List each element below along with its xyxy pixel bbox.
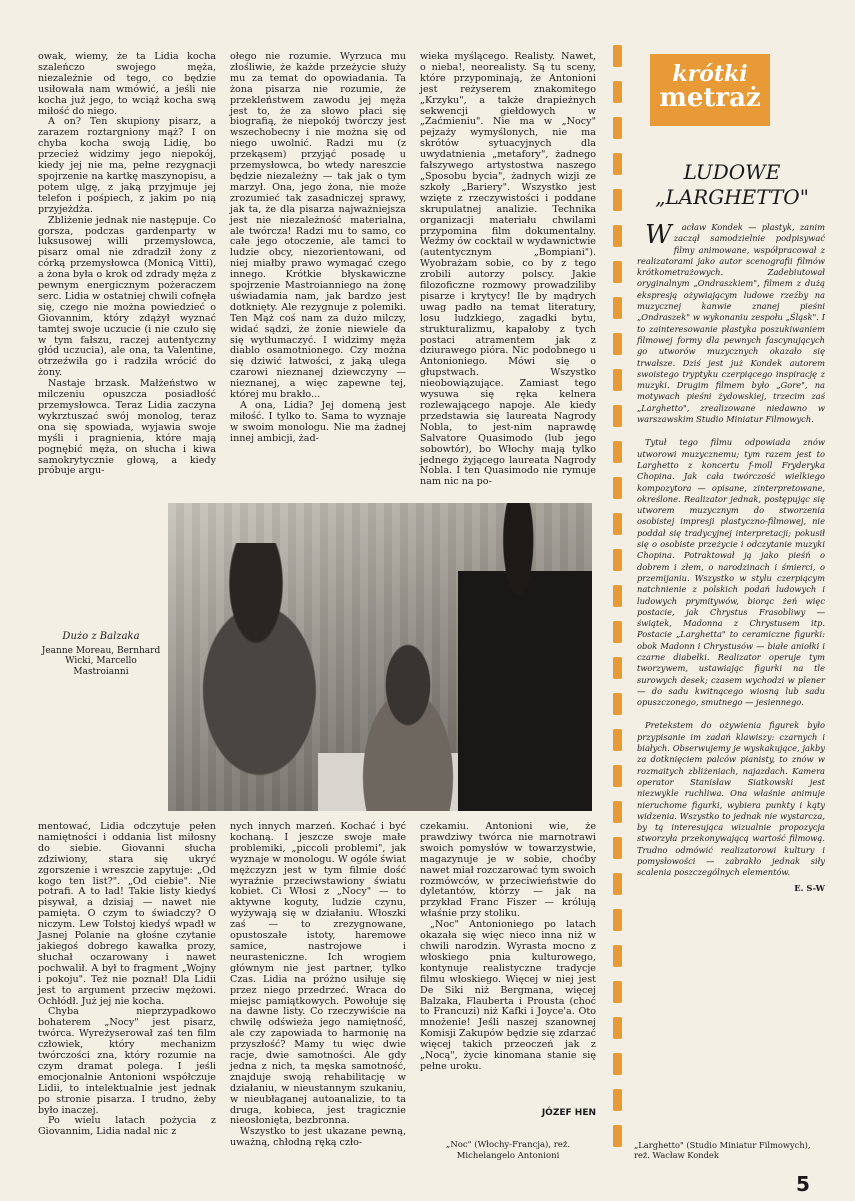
paragraph: Nastaje brzask. Małżeństwo w milczeniu opuszcza posiadłość przemysłowca. Teraz Lidia zaczyna wykrztuszać swój monolog, teraz ona się spowiada, wyjawia swoje myśli i pragnienia, które mają pognębić męża, on słucha i kiwa samokrytycznie głową, a kiedy próbuje argu- — [38, 378, 216, 477]
section-logo — [650, 54, 770, 126]
sidebar-initials: E. S-W — [794, 882, 825, 893]
column-1-bottom — [38, 822, 216, 1138]
paragraph: czekamiu. Antonioni wie, że prawdziwy twórca nie marnotrawi swoich pomysłów w towarzystwie, magazynuje je w sobie, choćby nawet miał rozczarować tym swoich rozmówców, w przeciwieństwie do dyletantów, którzy — jak na przykład Franc Fiszer — królują właśnie przy stoliku. — [420, 821, 596, 920]
paragraph: owak, wiemy, że ta Lidia kocha szaleńczo swojego męża, niezależnie od tego, co będzie usiłowała nam wmówić, a jeśli nie kocha już jego, to wciąż kocha swą miłość do niego. — [38, 51, 216, 117]
logo-line2: metraż — [659, 83, 761, 113]
paragraph: Tytuł tego filmu odpowiada znów utworowi muzycznemu; tym razem jest to Larghetto z koncertu f-moll Fryderyka Chopina. Jak cała twórczość wielkiego kompozytora — opisane, zinterpretowane, określone. Realizator jednak, postępując się utworem muzycznym do stworzenia osobistej impresji plastyczno-filmowej, nie poddał się tradycyjnej interpretacji; pokusił się o osobiste przeżycie i odczytanie muzyki Chopina. Potraktował ją jako pieśń o dobrem i złem, o narodzinach i śmierci, o przemijaniu. Wszystko w stylu czerpiącym natchnienie z polskich podań ludowych i ludowych prymitywów, biorąc żeń więc postacie, jak Chrystus Frasobliwy — świątek, Madonna z Chrystusem itp. Postacie „Larghetta" to ceramiczne figurki: obok Madonn i Chrystusów — białe aniołki i czarne diabełki. Realizator operuje tym tworzywem, ustawiając figurki na tle surowych desek; czasem wychodzi w plener — do sadu kwitnącego wiosną lub sadu opuszczonego, smutnego — jesiennego. — [637, 437, 825, 708]
paragraph: Chyba nieprzypadkowo bohaterem „Nocy" jest pisarz, twórca. Wyreżyserował zaś ten film człowiek, który mechanizm twórczości zna, który rozumie na czym dramat polega. I jeśli emocjonalnie Antonioni współczuje Lidii, to intelektualnie jest jednak po stronie pisarza. I trudno, żeby było inaczej. — [38, 1006, 216, 1116]
sidebar-column — [637, 222, 825, 894]
logo-line1: krótki — [672, 61, 748, 87]
paragraph: wieka myślącego. Realisty. Nawet, o nieba!, neorealisty. Są tu sceny, które przypominają, że Antonioni jest reżyserem znakomitego „Krzyku", a także drapieżnych sekwencji giełdowych w „Zaćmieniu". Nie ma w „Nocy" pejzaży wymyślonych, nie ma skrótów sytuacyjnych dla uwydatnienia „metafory", żadnego fałszywego artystostwa naszego „Sposobu bycia", żadnych wizji ze szkoły „Bariery". Wszystko jest wzięte z rzeczywistości i poddane skrupulatnej analizie. Technika organizacji materiału chwilami przypomina film dokumentalny. Weźmy ów cocktail w wydawnictwie (autentycznym „Bompiani"). Wyobrażam sobie, co by z tego zrobili autorzy polscy. Jakie filozoficzne rozmowy prowadziliby pisarze i krytycy! Ile by mądrych uwag padło na temat literatury, losu ludzkiego, zagadki bytu, strukturalizmu, kapałoby z tych postaci atramentem jak z dziurawego pióra. Nic podobnego u Antonioniego. Mówi się o głupstwach. Wszystko nieobowiązujące. Zamiast tego wysuwa się ręka kelnera rozlewającego napoje. Ale kiedy przedstawia się laureata Nagrody Nobla, to jest-nim naprawdę Salvatore Quasimodo (lub jego sobowtór), bo Włochy mają tylko jednego żyjącego laureata Nagrody Nobla. I ten Quasimodo nie rymuje nam nic na po- — [420, 51, 596, 488]
man-standing-figure — [458, 503, 592, 811]
paragraph: „Noc" Antonioniego po latach okazała się więc nieco inna niż w chwili narodzin. Wyrasta mocno z włoskiego pnia kulturowego, kontynuje realistyczne tradycje filmu włoskiego. Więcej w niej jest De Siki niż Bergmana, więcej Balzaka, Flauberta i Prousta (choć to Francuzi) niż Kafki i Joyce'a. Oto mnożenie! Jeśli naszej szanownej Komisji Zakupów będzie się zdarzać więcej takich przeoczeń jak z „Nocą", życie kinomana stanie się pełne uroku. — [420, 919, 596, 1072]
sidebar-credit: „Larghetto" (Studio Miniatur Filmowych), reż. Wacław Kondek — [634, 1140, 811, 1160]
column-3-bottom — [420, 822, 596, 1073]
column-2-top — [230, 52, 406, 445]
orange-separator — [612, 45, 624, 1165]
heading-line2: „LARGHETTO" — [655, 185, 809, 209]
film-credit: „Noc" (Włochy-Francja), reż. Michelangelo Antonioni — [445, 1140, 571, 1161]
paragraph: Zbliżenie jednak nie następuje. Co gorsza, podczas gardenparty w luksusowej willi przemysłowca, pisarz omal nie zdradził żony z córką przemysłowca (Monicą Vitti), a żona była o krok od zdrady męża z pewnym energicznym pożeraczem serc. Lidia w ostatniej chwili cofnęła się, czego nie można powiedzieć o Giovannim, który zdążył wyznać tamtej swoje uczucie (i nie czuło się w tym fałszu, raczej autentyczny głód uczucia), ale ona, ta Valentine, otrzeźwiła go i radziła wrócić do żony. — [38, 214, 216, 379]
paragraph: nych innych marzeń. Kochać i być kochaną. I jeszcze swoje małe problemiki, „piccoli problemi", jak wyznaje w monologu. W ogóle świat mężczyzn jest w tym filmie dość wyraźnie przeciwstawiony światu kobiet. Ci Włosi z „Nocy" — to aktywne koguty, ludzie czynu, wyżywają się w działaniu. Włoszki zaś — to zrezygnowane, opustoszałe istoty, haremowe samice, nastrojowe i neurasteniczne. Ich wrogiem głównym nie jest partner, tylko Czas. Lidia na próżno usiłuje się przez niego przedrzeć. Wraca do miejsc pamiątkowych. Powołuje się na dawne listy. Co rzeczywiście na chwilę odświeża jego namiętność, ale czy zapowiada to harmonię na przyszłość? Mamy tu więc dwie racje, dwie samotności. Ale gdy jedna z nich, ta męska samotność, znajduje swoją rehabilitację w działaniu, w nieustannym szukaniu, w nieubłaganej autoanalizie, to ta druga, kobieca, jest tragicznie nieosłonięta, bezbronna. — [230, 821, 406, 1127]
caption-title: Dużo z Balzaka — [62, 631, 140, 642]
heading-line1: LUDOWE — [683, 160, 781, 184]
paragraph: A on? Ten skupiony pisarz, a zarazem roztargniony mąż? I on chyba kocha swoją Lidię, bo przecież widzimy jego niepokój, kiedy jej nie ma, pełne rezygnacji spojrzenie na kartkę maszynopisu, a potem ulgę, z jaką przyjmuje jej telefon i pośpiech, z jakim po nią przyjeżdża. — [38, 116, 216, 215]
sidebar-heading — [632, 160, 832, 210]
paragraph: ołego nie rozumie. Wyrzuca mu złośliwie, że każde przeżycie służy mu za temat do opowiadania. Ta żona pisarza nie rozumie, że przekleństwem zawodu jej męża jest to, że za słowo płaci się biografią, że niepokój twórczy jest wszechobecny i nie można się od niego uwolnić. Radzi mu (z przekąsem) przyjąć posadę u przemysłowca, bo wtedy nareszcie będzie niezależny — tak jak o tym marzył. Ona, jego żona, nie może zrozumieć tak zasadniczej sprawy, jak ta, że dla pisarza najważniejsza jest nie niezależność materialna, ale twórcza! Radzi mu to samo, co całe jego otoczenie, ale tamci to ludzie obcy, niezorientowani, od niej miałby prawo wymagać czego innego. Krótkie błyskawiczne spojrzenie Mastroianniego na żonę uświadamia nam, jak bardzo jest dotknięty. Ale rezygnuje z polemiki. Ten Mąż coś nam za dużo milczy, widać sądzi, że żonie niewiele da się wytłumaczyć. I widzimy męża diablo osamotnionego. Czy można się dziwić łatwości, z jaką ulega czarowi nieznanej dziewczyny — nieznanej, a więc zapewne tej, której mu brakło... — [230, 51, 406, 401]
author-signature: JÓZEF HEN — [541, 1108, 596, 1118]
man-in-bed-figure — [338, 643, 478, 811]
photo-caption — [40, 632, 162, 677]
paragraph — [637, 222, 825, 425]
paragraph: Po wielu latach pożycia z Giovannim, Lidia nadal nic z — [38, 1115, 216, 1138]
column-3-top — [420, 52, 596, 488]
caption-names: Jeanne Moreau, Bernhard Wicki, Marcello Mastroianni — [41, 645, 161, 677]
column-1-top — [38, 52, 216, 477]
column-2-bottom — [230, 822, 406, 1149]
film-still-photo — [168, 503, 592, 811]
paragraph: Wszystko to jest ukazane pewną, uważną, chłodną ręką czło- — [230, 1126, 406, 1149]
dropcap: W — [645, 220, 672, 250]
paragraph: Pretekstem do ożywienia figurek było przypisanie im zadań klawiszy: czarnych i białych. Obserwujemy je wyskakujące, jakby za dotknięciem palców pianisty, to znów w rozmaitych zbliżeniach, najazdach. Kamera operator Stanisław Siatkowski jest niezwykle ruchliwa. Ona właśnie animuje nieruchome figurki, wybiera punkty i kąty widzenia. Wszystko to jednak nie wystarcza, by tą interesująca wizualnie propozycja stworzyła przekonywającą wartość filmową. Trudno odmówić realizatorowi kultury i pomysłowości — zabrakło jednak siły scalenia poszczególnych elementów. — [637, 720, 825, 878]
page-number: 5 — [796, 1172, 810, 1196]
paragraph: mentować, Lidia odczytuje pełen namiętności i oddania list miłosny do siebie. Giovanni słucha zdziwiony, stara się ukryć zgorszenie i wreszcie zapytuje: „Od kogo ten list?". „Od ciebie". Nie potrafi. A to ład! Takie listy kiedyś pisywał, a dzisiaj — nawet nie pamięta. O czym to świadczy? O niczym. Lew Tołstoj kiedyś wpadł w Jasnej Polanie na głośne czytanie jakiegoś dobrego kawałka prozy, słuchał oczarowany i nawet pochwalił. A był to fragment „Wojny i pokoju". Też nie poznał! Dla Lidii jest to argument przeciw mężowi. Ochłódł. Już jej nie kocha. — [38, 821, 216, 1007]
paragraph: A ona, Lidia? Jej domeną jest miłość. I tylko to. Sama to wyznaje w swoim monologu. Nie ma żadnej innej ambicji, żad- — [230, 400, 406, 444]
paragraph-text: acław Kondek — plastyk, zanim zaczął samodzielnie podpisywać filmy animowane, współpracował z realizatorami jako autor scenografii filmów krótkometrażowych. Zadebiutował oryginalnym „Ondraszkiem", filmem z dużą ekspresją ożywiającym ludowe rzeźby na muzycznej kanwie znanej pieśni „Ondraszek" w wykonaniu zespołu „Śląsk". I to zainteresowanie plastyka poszukiwaniem filmowej formy dla pewnych fascynujących go utworów muzycznych okazało się trwałsze. Dziś jest już Kondek autorem swoistego tryptyku czerpiącego inspirację z muzyki. Drugim filmem było „Gore", na motywach pieśni żydowskiej, trzecim zaś „Larghetto", zrealizowane niedawno w warszawskim Studio Miniatur Filmowych. — [637, 222, 825, 425]
